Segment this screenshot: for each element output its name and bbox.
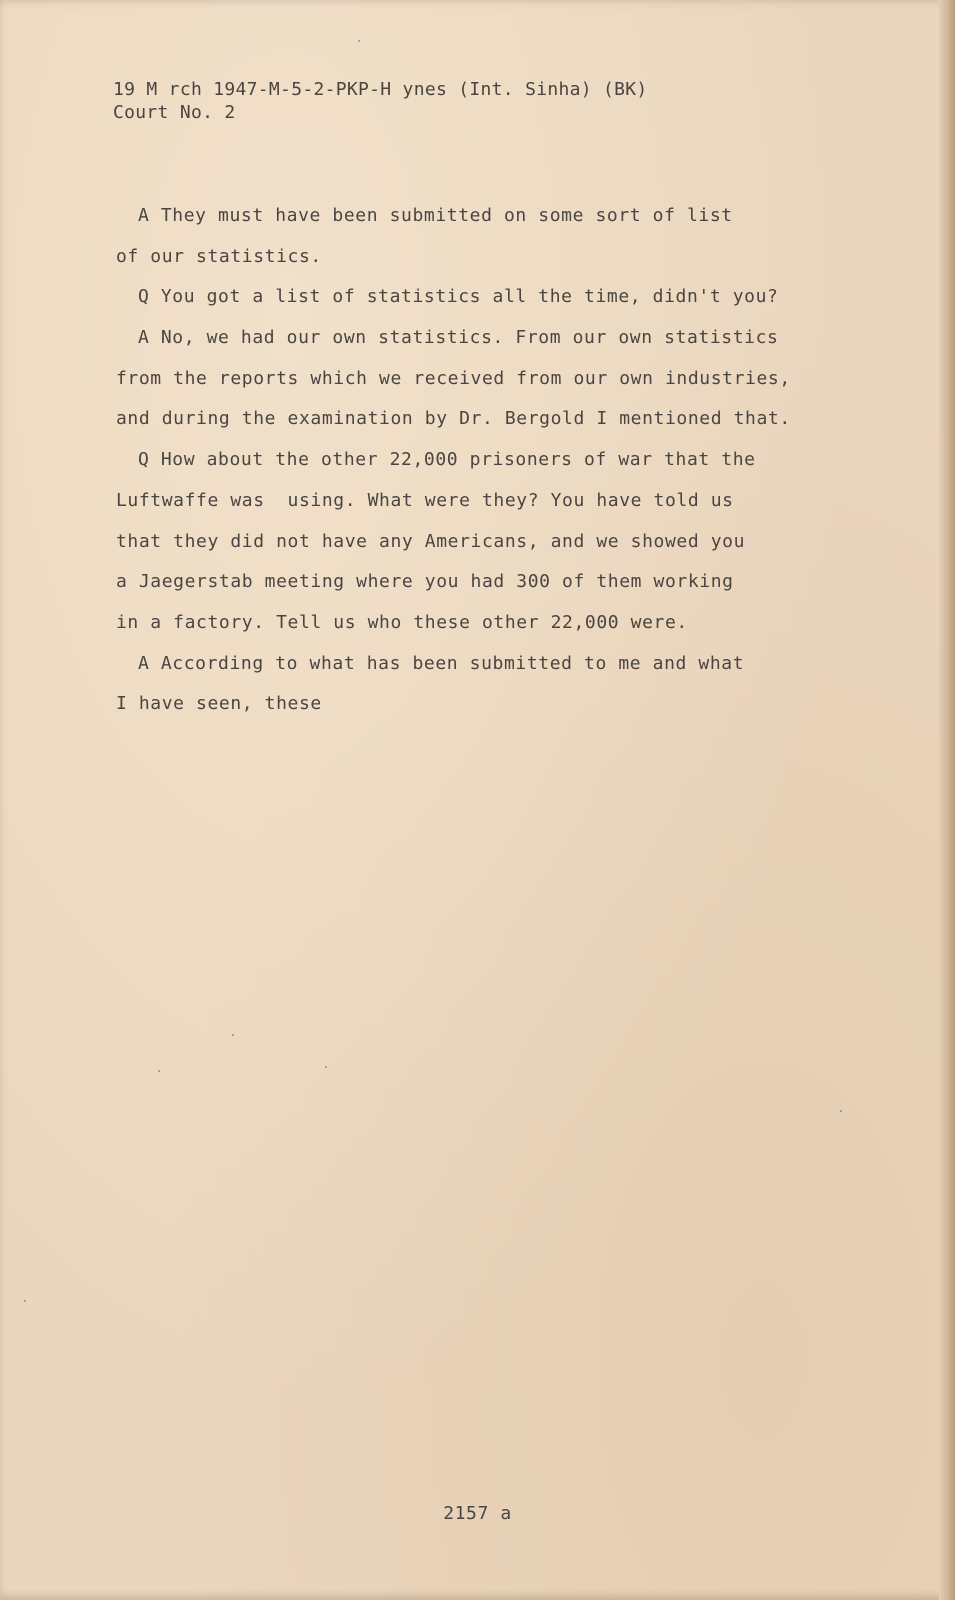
transcript-body <box>116 196 866 725</box>
paper-speck <box>358 40 360 42</box>
paper-speck <box>840 1110 842 1112</box>
transcript-line: from the reports which we received from our own industries, <box>116 367 791 389</box>
document-header <box>113 78 648 124</box>
paper-speck <box>232 1034 234 1036</box>
transcript-line: Luftwaffe was using. What were they? You have told us <box>116 489 734 511</box>
paper-speck <box>325 1066 327 1068</box>
transcript-line: A No, we had our own statistics. From our own statistics <box>138 327 779 349</box>
header-court-line: Court No. 2 <box>113 102 236 123</box>
transcript-line: Q You got a list of statistics all the time, didn't you? <box>138 286 779 308</box>
transcript-line: A They must have been submitted on some sort of list <box>138 205 733 226</box>
header-date-line: 19 M rch 1947-M-5-2-PKP-H ynes (Int. Sinha) (BK) <box>113 79 648 100</box>
transcript-line: in a factory. Tell us who these other 22,000 were. <box>116 611 688 633</box>
transcript-line: of our statistics. <box>116 245 322 267</box>
transcript-line: a Jaegerstab meeting where you had 300 of them working <box>116 571 734 593</box>
transcript-line: and during the examination by Dr. Bergold I mentioned that. <box>116 408 791 430</box>
transcript-line: that they did not have any Americans, and we showed you <box>116 530 746 552</box>
paper-speck <box>158 1070 160 1072</box>
transcript-line: Q How about the other 22,000 prisoners of war that the <box>138 449 756 471</box>
page-edge <box>939 0 955 1600</box>
transcript-line: A According to what has been submitted to me and what <box>138 652 745 674</box>
transcript-line: I have seen, these <box>116 693 322 715</box>
paper-speck <box>24 1300 26 1302</box>
page-number: 2157 a <box>443 1503 512 1524</box>
